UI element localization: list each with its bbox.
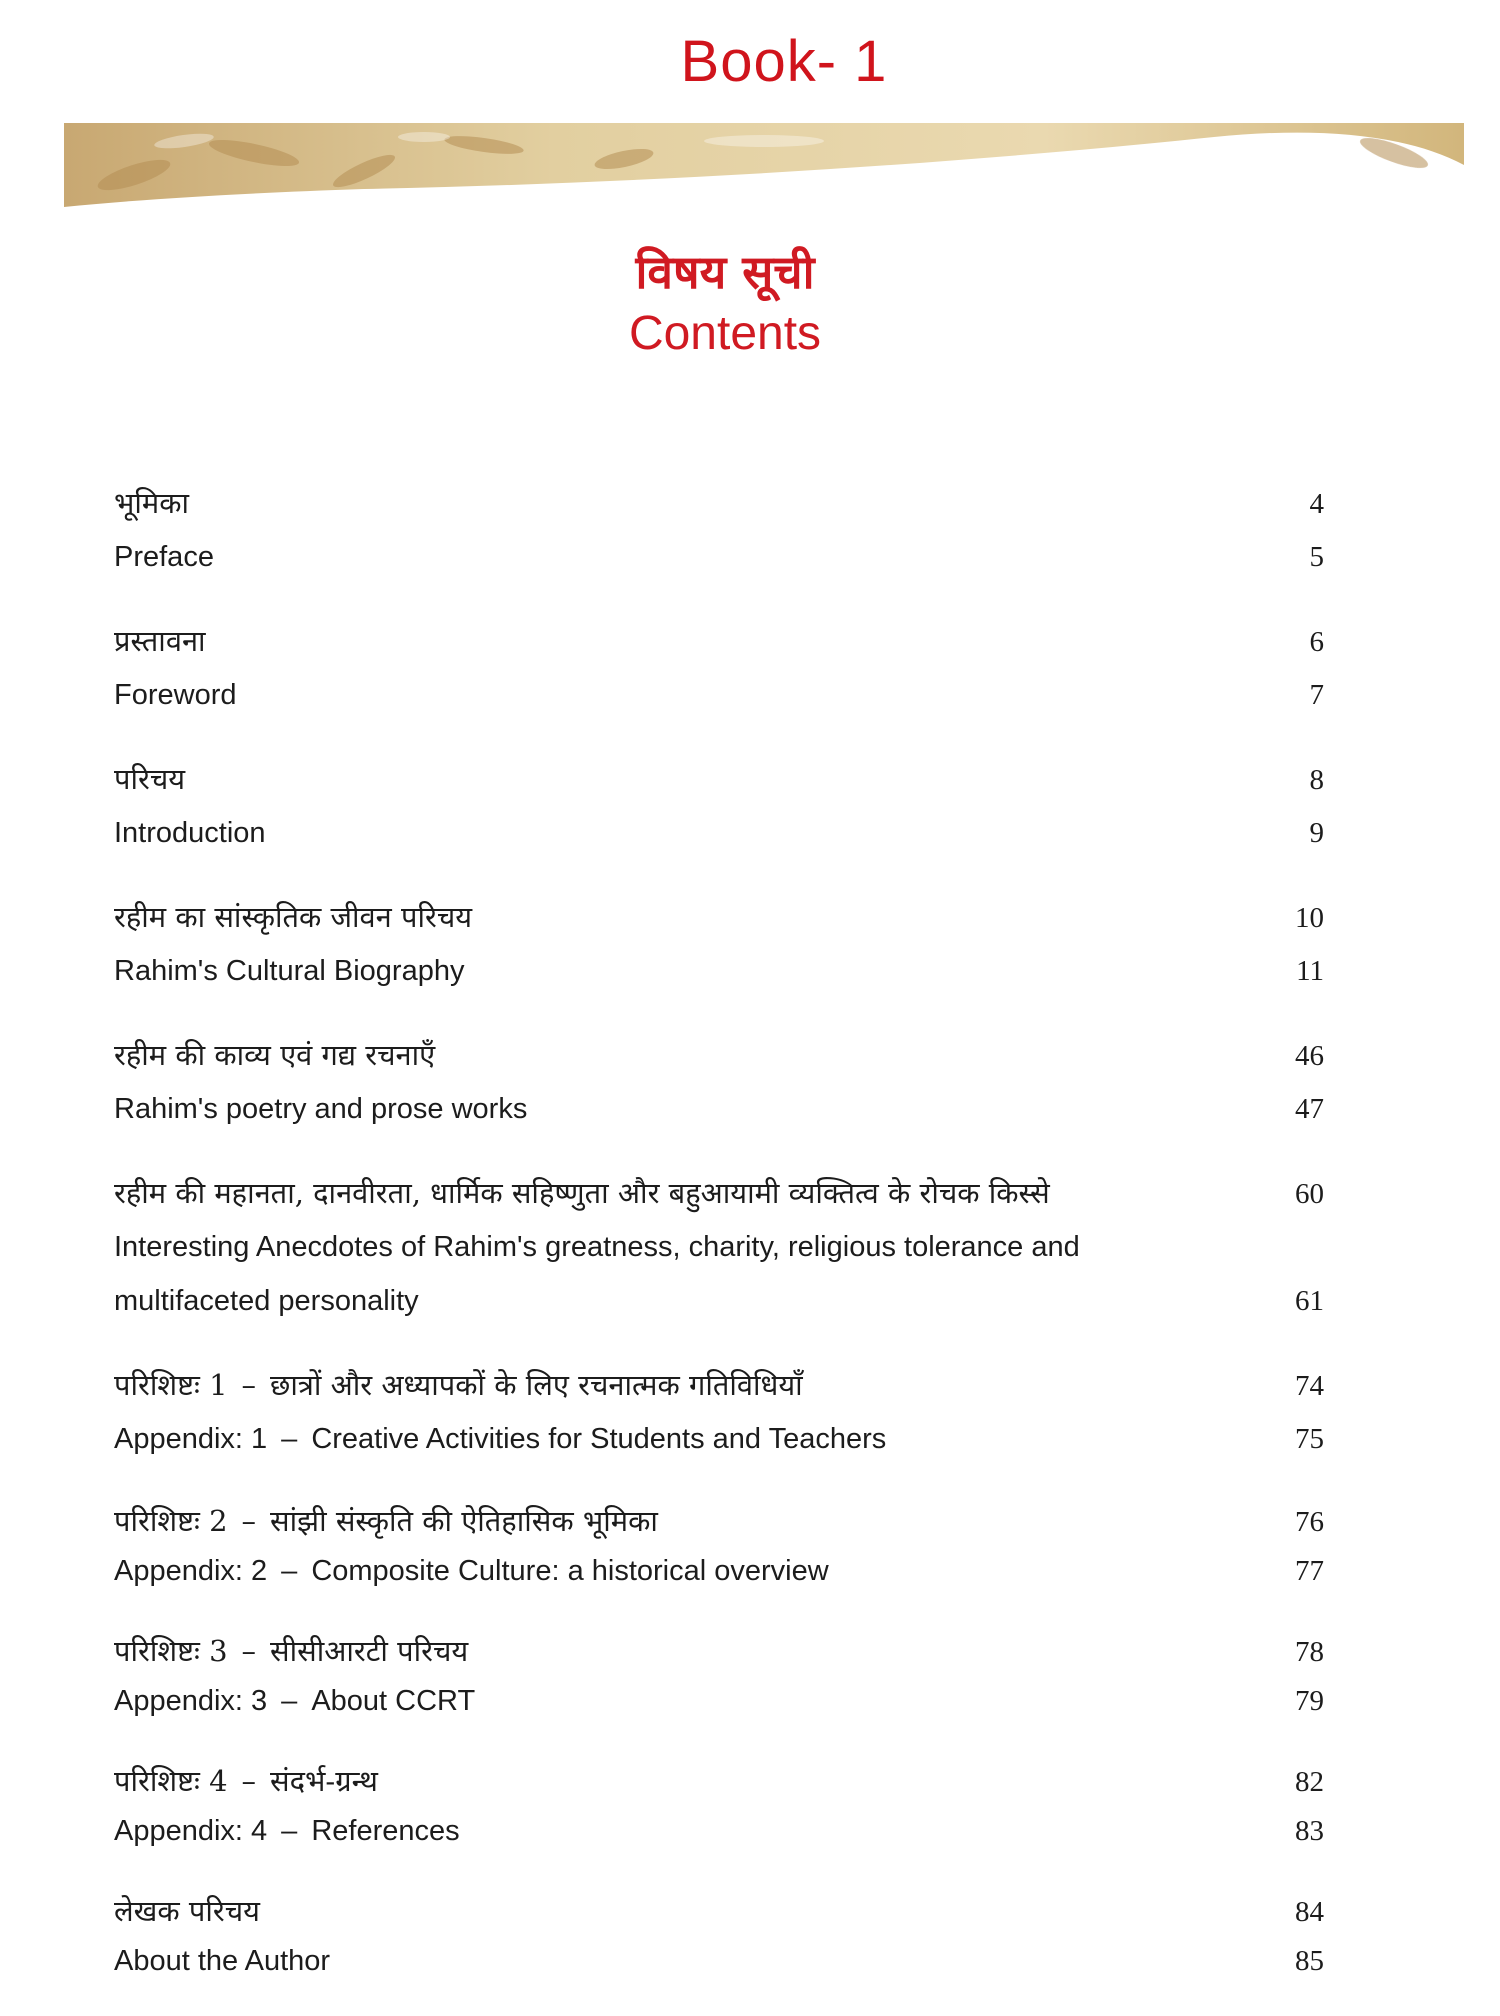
page-number: 84 xyxy=(1295,1896,1324,1928)
toc-line-english xyxy=(114,1806,1324,1856)
appendix-prefix-english: Appendix: 3 xyxy=(114,1685,268,1717)
toc-line-english xyxy=(114,1274,1324,1328)
toc-line-hindi xyxy=(114,1358,1324,1412)
toc-line-hindi xyxy=(114,1626,1324,1676)
page-number: 61 xyxy=(1295,1285,1324,1317)
toc-entry xyxy=(114,614,1324,722)
page-number: 76 xyxy=(1295,1506,1324,1538)
toc-line-hindi xyxy=(114,1496,1324,1546)
dash: – xyxy=(241,1764,257,1798)
toc-line-hindi xyxy=(114,1886,1324,1936)
page-number: 74 xyxy=(1295,1370,1324,1402)
appendix-prefix-hindi: परिशिष्टः 4 xyxy=(114,1764,228,1798)
page-number: 7 xyxy=(1309,679,1324,711)
toc-title-hindi: संदर्भ-ग्रन्थ xyxy=(270,1764,378,1798)
toc-entry xyxy=(114,890,1324,998)
heading-hindi: विषय सूची xyxy=(635,245,815,299)
dash: – xyxy=(281,1685,298,1717)
toc-title-hindi: भूमिका xyxy=(114,486,190,520)
toc-title-english: Introduction xyxy=(114,817,266,849)
toc-title-english: Rahim's Cultural Biography xyxy=(114,955,465,987)
toc-line-hindi xyxy=(114,1756,1324,1806)
heading-english: Contents xyxy=(628,307,822,360)
table-of-contents xyxy=(114,476,1324,2016)
book-label: Book- 1 xyxy=(680,29,888,94)
page-number: 79 xyxy=(1295,1685,1324,1717)
page-number: 46 xyxy=(1295,1040,1324,1072)
dash: – xyxy=(241,1368,257,1402)
page-number: 6 xyxy=(1309,626,1324,658)
toc-title-english: References xyxy=(311,1815,460,1847)
toc-line-english xyxy=(114,944,1324,998)
toc-line-english xyxy=(114,530,1324,584)
toc-entry xyxy=(114,752,1324,860)
toc-entry xyxy=(114,1626,1324,1726)
page-number: 4 xyxy=(1309,488,1324,520)
toc-entry xyxy=(114,1496,1324,1596)
toc-entry xyxy=(114,1886,1324,1986)
dash: – xyxy=(241,1634,257,1668)
toc-entry xyxy=(114,1358,1324,1466)
toc-line-hindi xyxy=(114,890,1324,944)
page-number: 82 xyxy=(1295,1766,1324,1798)
page-number: 9 xyxy=(1309,817,1324,849)
appendix-prefix-english: Appendix: 4 xyxy=(114,1815,268,1847)
toc-title-english: Preface xyxy=(114,541,214,573)
toc-entry xyxy=(114,1028,1324,1136)
page-number: 11 xyxy=(1296,955,1324,987)
page-number: 10 xyxy=(1295,902,1324,934)
toc-title-english: Foreword xyxy=(114,679,237,711)
toc-line-english xyxy=(114,806,1324,860)
toc-line-english xyxy=(114,1936,1324,1986)
toc-line-english xyxy=(114,668,1324,722)
toc-title-hindi: परिचय xyxy=(114,762,186,796)
dash: – xyxy=(241,1504,257,1538)
dash: – xyxy=(281,1423,298,1455)
toc-line-english xyxy=(114,1676,1324,1726)
page-number: 75 xyxy=(1295,1423,1324,1455)
toc-line-hindi xyxy=(114,476,1324,530)
page-number: 78 xyxy=(1295,1636,1324,1668)
page-number: 8 xyxy=(1309,764,1324,796)
toc-title-english: Composite Culture: a historical overview xyxy=(311,1555,829,1587)
toc-entry xyxy=(114,476,1324,584)
page-number: 85 xyxy=(1295,1945,1324,1977)
toc-line-hindi xyxy=(114,752,1324,806)
toc-line-english xyxy=(114,1546,1324,1596)
toc-line-hindi xyxy=(114,614,1324,668)
toc-line-english xyxy=(114,1220,1324,1274)
appendix-prefix-hindi: परिशिष्टः 3 xyxy=(114,1634,228,1668)
dash: – xyxy=(281,1815,298,1847)
toc-title-hindi: रहीम की महानता, दानवीरता, धार्मिक सहिष्णुता और बहुआयामी व्यक्तित्व के रोचक किस्से xyxy=(114,1176,1050,1210)
page-number: 60 xyxy=(1295,1178,1324,1210)
toc-line-hindi xyxy=(114,1028,1324,1082)
appendix-prefix-hindi: परिशिष्टः 1 xyxy=(114,1368,228,1402)
page-number: 77 xyxy=(1295,1555,1324,1587)
toc-title-hindi: सीसीआरटी परिचय xyxy=(270,1634,469,1668)
contents-heading xyxy=(0,240,1450,364)
toc-line-english xyxy=(114,1082,1324,1136)
toc-line-english xyxy=(114,1412,1324,1466)
decorative-banner xyxy=(64,123,1464,207)
toc-title-hindi: रहीम की काव्य एवं गद्य रचनाएँ xyxy=(114,1038,436,1072)
toc-entry xyxy=(114,1756,1324,1856)
page-number: 83 xyxy=(1295,1815,1324,1847)
toc-title-english: multifaceted personality xyxy=(114,1285,419,1317)
toc-title-hindi: सांझी संस्कृति की ऐतिहासिक भूमिका xyxy=(270,1504,658,1538)
toc-title-english: Interesting Anecdotes of Rahim's greatness, charity, religious tolerance and xyxy=(114,1231,1080,1263)
appendix-prefix-english: Appendix: 2 xyxy=(114,1555,268,1587)
toc-title-english: About CCRT xyxy=(311,1685,476,1717)
toc-title-english: Creative Activities for Students and Teachers xyxy=(311,1423,887,1455)
appendix-prefix-english: Appendix: 1 xyxy=(114,1423,268,1455)
appendix-prefix-hindi: परिशिष्टः 2 xyxy=(114,1504,228,1538)
toc-line-hindi xyxy=(114,1166,1324,1220)
toc-title-hindi: प्रस्तावना xyxy=(114,624,206,658)
toc-title-hindi: रहीम का सांस्कृतिक जीवन परिचय xyxy=(114,900,473,934)
toc-entry xyxy=(114,1166,1324,1328)
toc-title-hindi: छात्रों और अध्यापकों के लिए रचनात्मक गतिविधियाँ xyxy=(270,1368,803,1402)
dash: – xyxy=(281,1555,298,1587)
page-number: 5 xyxy=(1309,541,1324,573)
toc-title-english: Rahim's poetry and prose works xyxy=(114,1093,528,1125)
page-number: 47 xyxy=(1295,1093,1324,1125)
toc-title-hindi: लेखक परिचय xyxy=(114,1894,260,1928)
toc-title-english: About the Author xyxy=(114,1945,331,1977)
